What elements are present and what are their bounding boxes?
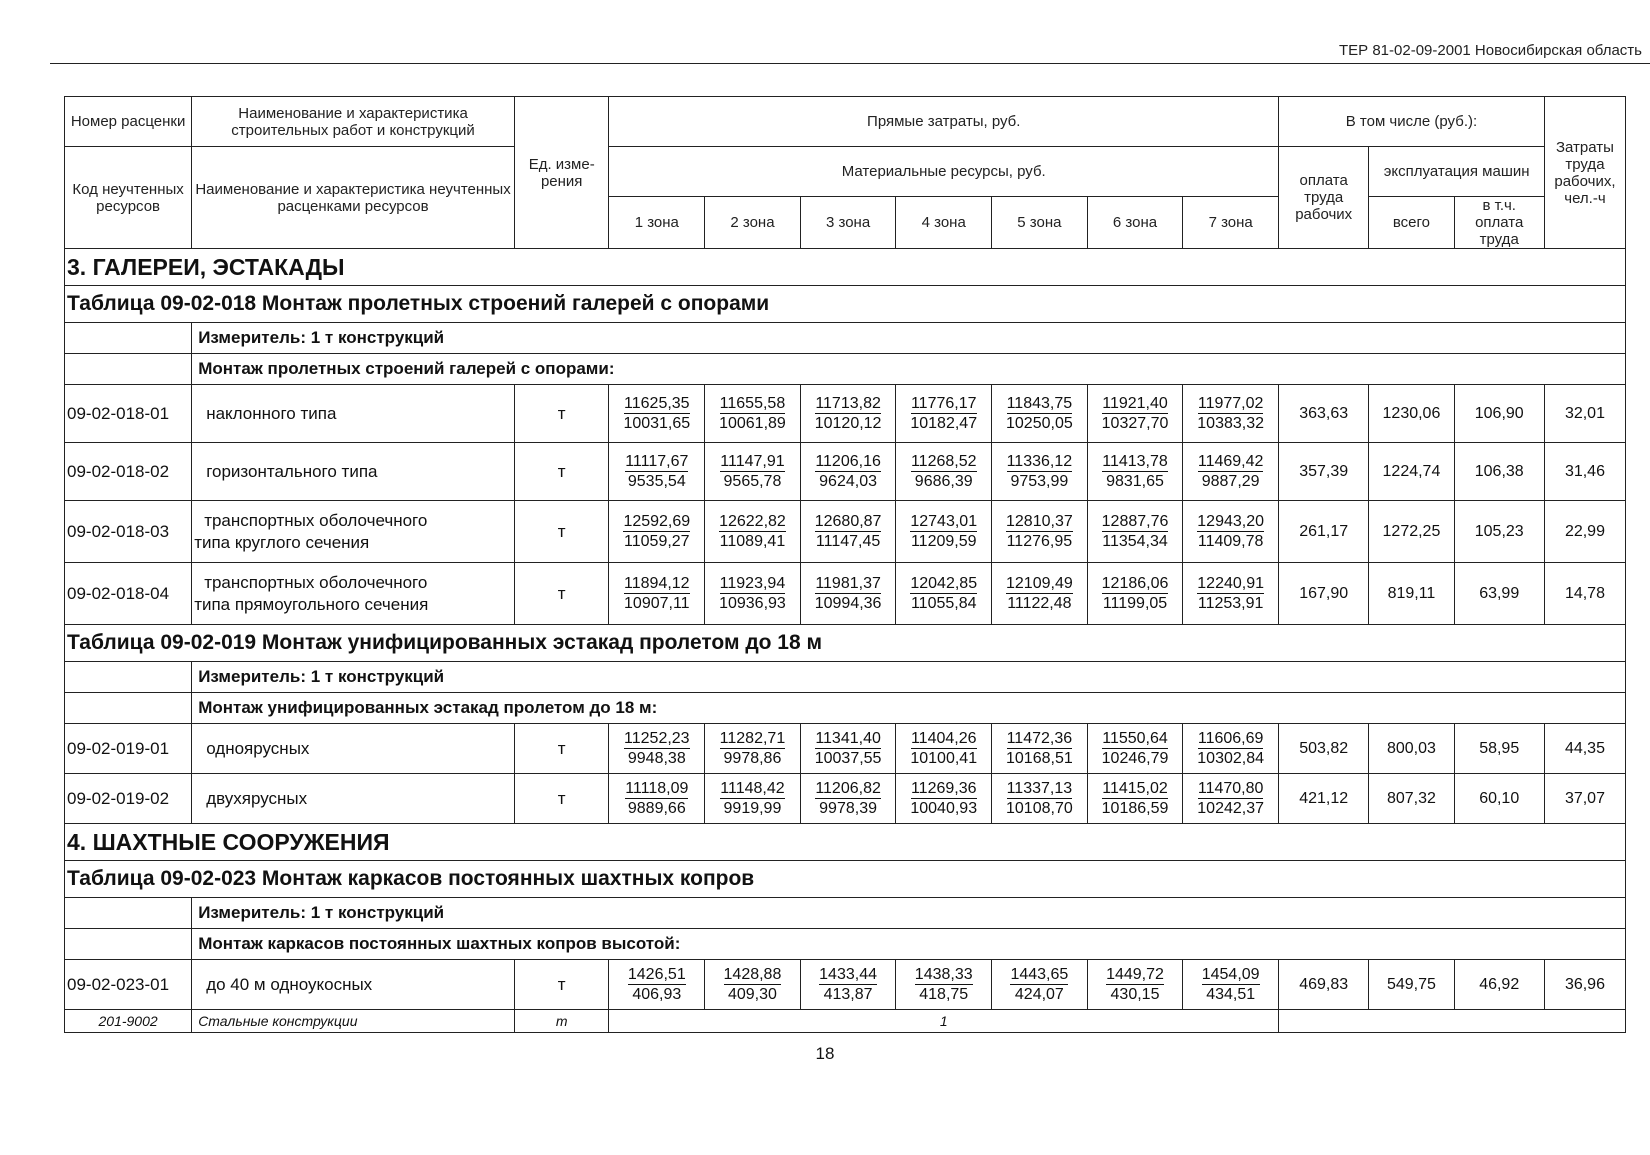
- direct-cost-value: 11282,71: [719, 730, 786, 747]
- zone-3-value: [800, 563, 896, 625]
- empty-cell: [65, 662, 192, 693]
- material-cost-value: 10250,05: [1006, 415, 1073, 432]
- material-cost-value: 10100,41: [910, 750, 978, 767]
- direct-cost-value: 1428,88: [723, 966, 782, 983]
- rate-name-line-1: транспортных оболочечного: [204, 510, 428, 530]
- material-cost-value: 9686,39: [914, 473, 973, 490]
- material-cost-value: 10246,79: [1101, 750, 1169, 767]
- resource-unit: т: [514, 1010, 609, 1033]
- zone-4-value: [896, 960, 992, 1010]
- material-cost-value: 9753,99: [1010, 473, 1069, 490]
- intro-row: [65, 929, 1626, 960]
- rate-row: [65, 774, 1626, 824]
- machine-labor-value: 60,10: [1454, 774, 1544, 824]
- direct-cost-value: 12622,82: [719, 513, 786, 530]
- rate-unit: т: [514, 563, 609, 625]
- material-cost-value: 424,07: [1014, 986, 1064, 1003]
- col-work-name: Наименование и характеристика строительных работ и конструкций: [192, 97, 515, 147]
- empty-cell: [65, 898, 192, 929]
- labor-pay-value: 357,39: [1278, 443, 1368, 501]
- header-row-2: [65, 147, 1626, 197]
- material-cost-value: 11199,05: [1102, 595, 1168, 612]
- labor-pay-value: 167,90: [1278, 563, 1368, 625]
- header-row-1: [65, 97, 1626, 147]
- page-number: 18: [815, 1044, 835, 1063]
- material-cost-value: 9831,65: [1106, 473, 1164, 490]
- material-cost-value: 10186,59: [1101, 800, 1169, 817]
- material-cost-value: 10383,32: [1197, 415, 1265, 432]
- zone-7-value: [1183, 724, 1279, 774]
- table-title-row: [65, 861, 1626, 898]
- rate-name-line-2: типа круглого сечения: [194, 532, 370, 552]
- col-labor-pay: оплата труда рабочих: [1278, 147, 1368, 249]
- direct-cost-value: 11269,36: [910, 780, 977, 797]
- rate-name: [192, 385, 515, 443]
- rate-row: [65, 385, 1626, 443]
- rate-code: 09-02-023-01: [65, 960, 192, 1010]
- page-header: [50, 40, 1650, 64]
- material-cost-value: 9978,86: [723, 750, 782, 767]
- direct-cost-value: 11977,02: [1197, 395, 1264, 412]
- zone-1-value: [609, 960, 705, 1010]
- direct-cost-value: 12887,76: [1101, 513, 1169, 530]
- rate-unit: т: [514, 774, 609, 824]
- material-cost-value: 10994,36: [814, 595, 882, 612]
- material-cost-value: 10327,70: [1101, 415, 1169, 432]
- direct-cost-value: 11625,35: [624, 395, 690, 412]
- machine-total-value: 819,11: [1369, 563, 1454, 625]
- material-cost-value: 10037,55: [814, 750, 882, 767]
- direct-cost-value: 11894,12: [624, 575, 690, 592]
- resource-name: Стальные конструкции: [192, 1010, 515, 1033]
- machine-labor-value: 58,95: [1454, 724, 1544, 774]
- zone-6-value: [1087, 563, 1183, 625]
- zone-6-value: [1087, 501, 1183, 563]
- labor-hours-value: 36,96: [1544, 960, 1625, 1010]
- direct-cost-value: 11118,09: [625, 780, 689, 797]
- measure-row: [65, 662, 1626, 693]
- material-cost-value: 418,75: [919, 986, 969, 1003]
- rate-name-line-1: одноярусных: [206, 738, 310, 758]
- direct-cost-value: 12186,06: [1101, 575, 1169, 592]
- direct-cost-value: 11148,42: [720, 780, 785, 797]
- direct-cost-value: 11469,42: [1197, 453, 1264, 470]
- rate-name-line-1: горизонтального типа: [206, 461, 378, 481]
- table-title: Таблица 09-02-023 Монтаж каркасов постоянных шахтных копров: [65, 861, 1626, 898]
- empty-cell: [65, 323, 192, 354]
- direct-cost-value: 11921,40: [1102, 395, 1168, 412]
- table-title: Таблица 09-02-018 Монтаж пролетных строений галерей с опорами: [65, 286, 1626, 323]
- rate-code: 09-02-018-02: [65, 443, 192, 501]
- col-including: В том числе (руб.):: [1278, 97, 1544, 147]
- material-cost-value: 10040,93: [910, 800, 978, 817]
- zone-4-value: [896, 774, 992, 824]
- zone-2-value: [705, 724, 801, 774]
- zone-3-value: [800, 443, 896, 501]
- col-rate-number: Номер расценки: [65, 97, 192, 147]
- measure-row: [65, 898, 1626, 929]
- rate-unit: т: [514, 724, 609, 774]
- material-cost-value: 11055,84: [910, 595, 977, 612]
- zone-5-value: [992, 501, 1088, 563]
- zone-5-value: [992, 724, 1088, 774]
- direct-cost-value: 11776,17: [910, 395, 977, 412]
- empty-cell: [65, 354, 192, 385]
- col-unit: Ед. изме- рения: [514, 97, 609, 249]
- zone-6-value: [1087, 960, 1183, 1010]
- material-cost-value: 10907,11: [624, 595, 690, 612]
- rate-code: 09-02-019-01: [65, 724, 192, 774]
- zone-1-value: [609, 774, 705, 824]
- col-resource-name: Наименование и характеристика неучтенных расценками ресурсов: [192, 147, 515, 249]
- material-cost-value: 10936,93: [719, 595, 786, 612]
- rate-code: 09-02-018-04: [65, 563, 192, 625]
- zone-4-value: [896, 501, 992, 563]
- zone-4-value: [896, 563, 992, 625]
- zone-7-value: [1183, 774, 1279, 824]
- section-title: 3. ГАЛЕРЕИ, ЭСТАКАДЫ: [65, 249, 1626, 286]
- direct-cost-value: 11606,69: [1197, 730, 1264, 747]
- labor-hours-value: 22,99: [1544, 501, 1625, 563]
- direct-cost-value: 11117,67: [625, 453, 689, 470]
- direct-cost-value: 11472,36: [1006, 730, 1073, 747]
- header-rule: [50, 63, 1650, 64]
- zone-5-value: [992, 385, 1088, 443]
- direct-cost-value: 11206,16: [815, 453, 881, 470]
- zone-4-value: [896, 724, 992, 774]
- rate-name-line-1: до 40 м одноукосных: [206, 974, 373, 994]
- rate-unit: т: [514, 960, 609, 1010]
- material-cost-value: 9624,03: [819, 473, 877, 490]
- material-cost-value: 10031,65: [623, 415, 691, 432]
- machine-total-value: 549,75: [1369, 960, 1454, 1010]
- zone-3-value: [800, 501, 896, 563]
- direct-cost-value: 11268,52: [910, 453, 977, 470]
- rate-row: [65, 563, 1626, 625]
- labor-pay-value: 363,63: [1278, 385, 1368, 443]
- direct-cost-value: 1443,65: [1010, 966, 1069, 983]
- material-cost-value: 11409,78: [1197, 533, 1264, 550]
- labor-pay-value: 503,82: [1278, 724, 1368, 774]
- intro-text: Монтаж унифицированных эстакад пролетом до 18 м:: [192, 693, 1626, 724]
- labor-hours-value: 44,35: [1544, 724, 1625, 774]
- col-zone-1: 1 зона: [609, 197, 705, 249]
- labor-hours-value: 37,07: [1544, 774, 1625, 824]
- material-cost-value: 11276,95: [1006, 533, 1073, 550]
- col-machine-ops: эксплуатация машин: [1369, 147, 1545, 197]
- material-cost-value: 11122,48: [1007, 595, 1072, 612]
- rate-row: [65, 501, 1626, 563]
- rate-name: [192, 774, 515, 824]
- material-cost-value: 434,51: [1206, 986, 1256, 1003]
- zone-1-value: [609, 501, 705, 563]
- rate-name: [192, 563, 515, 625]
- zone-3-value: [800, 960, 896, 1010]
- rate-name: [192, 501, 515, 563]
- zone-2-value: [705, 385, 801, 443]
- rate-code: 09-02-018-03: [65, 501, 192, 563]
- labor-pay-value: 469,83: [1278, 960, 1368, 1010]
- direct-cost-value: 12592,69: [623, 513, 691, 530]
- rate-unit: т: [514, 443, 609, 501]
- direct-cost-value: 1438,33: [914, 966, 973, 983]
- zone-7-value: [1183, 960, 1279, 1010]
- intro-row: [65, 693, 1626, 724]
- zone-2-value: [705, 443, 801, 501]
- material-cost-value: 9978,39: [819, 800, 877, 817]
- col-zone-2: 2 зона: [705, 197, 801, 249]
- rate-row: [65, 960, 1626, 1010]
- rate-name: [192, 960, 515, 1010]
- material-cost-value: 10108,70: [1006, 800, 1073, 817]
- machine-total-value: 1224,74: [1369, 443, 1454, 501]
- zone-5-value: [992, 774, 1088, 824]
- labor-hours-value: 14,78: [1544, 563, 1625, 625]
- zone-2-value: [705, 960, 801, 1010]
- rate-name-line-2: типа прямоугольного сечения: [194, 594, 429, 614]
- material-cost-value: 11253,91: [1197, 595, 1264, 612]
- empty-cell: [65, 693, 192, 724]
- direct-cost-value: 11336,12: [1006, 453, 1073, 470]
- col-direct-costs: Прямые затраты, руб.: [609, 97, 1279, 147]
- machine-total-value: 1230,06: [1369, 385, 1454, 443]
- zone-6-value: [1087, 385, 1183, 443]
- direct-cost-value: 1426,51: [627, 966, 686, 983]
- zone-3-value: [800, 724, 896, 774]
- resource-code: 201-9002: [65, 1010, 192, 1033]
- zone-3-value: [800, 385, 896, 443]
- zone-4-value: [896, 385, 992, 443]
- material-cost-value: 430,15: [1110, 986, 1160, 1003]
- measure-row: [65, 323, 1626, 354]
- col-zone-4: 4 зона: [896, 197, 992, 249]
- col-machine-total: всего: [1369, 197, 1454, 249]
- material-cost-value: 11354,34: [1102, 533, 1168, 550]
- zone-5-value: [992, 563, 1088, 625]
- direct-cost-value: 11413,78: [1102, 453, 1168, 470]
- material-cost-value: 10168,51: [1006, 750, 1073, 767]
- zone-1-value: [609, 563, 705, 625]
- zone-6-value: [1087, 774, 1183, 824]
- zone-1-value: [609, 443, 705, 501]
- labor-hours-value: 31,46: [1544, 443, 1625, 501]
- measure-text: Измеритель: 1 т конструкций: [192, 662, 1626, 693]
- direct-cost-value: 11415,02: [1102, 780, 1168, 797]
- col-machine-labor: в т.ч. оплата труда: [1454, 197, 1544, 249]
- labor-pay-value: 261,17: [1278, 501, 1368, 563]
- zone-2-value: [705, 563, 801, 625]
- material-cost-value: 413,87: [823, 986, 873, 1003]
- material-cost-value: 9889,66: [627, 800, 686, 817]
- zone-4-value: [896, 443, 992, 501]
- machine-total-value: 807,32: [1369, 774, 1454, 824]
- table-title-row: [65, 286, 1626, 323]
- intro-text: Монтаж пролетных строений галерей с опорами:: [192, 354, 1626, 385]
- zone-7-value: [1183, 563, 1279, 625]
- intro-text: Монтаж каркасов постоянных шахтных копров высотой:: [192, 929, 1626, 960]
- resource-quantity: 1: [609, 1010, 1279, 1033]
- measure-text: Измеритель: 1 т конструкций: [192, 323, 1626, 354]
- material-cost-value: 9948,38: [627, 750, 686, 767]
- direct-cost-value: 12109,49: [1006, 575, 1073, 592]
- material-cost-value: 10302,84: [1197, 750, 1265, 767]
- material-cost-value: 9535,54: [627, 473, 686, 490]
- machine-labor-value: 63,99: [1454, 563, 1544, 625]
- machine-total-value: 800,03: [1369, 724, 1454, 774]
- material-cost-value: 406,93: [632, 986, 682, 1003]
- machine-labor-value: 106,38: [1454, 443, 1544, 501]
- zone-1-value: [609, 385, 705, 443]
- machine-labor-value: 46,92: [1454, 960, 1544, 1010]
- direct-cost-value: 12943,20: [1197, 513, 1265, 530]
- direct-cost-value: 11337,13: [1006, 780, 1073, 797]
- material-cost-value: 10120,12: [814, 415, 882, 432]
- rate-code: 09-02-019-02: [65, 774, 192, 824]
- material-cost-value: 10182,47: [910, 415, 978, 432]
- zone-2-value: [705, 774, 801, 824]
- direct-cost-value: 11923,94: [719, 575, 786, 592]
- direct-cost-value: 11252,23: [624, 730, 690, 747]
- material-cost-value: 9919,99: [723, 800, 782, 817]
- resource-row: [65, 1010, 1626, 1033]
- material-cost-value: 11147,45: [815, 533, 881, 550]
- zone-5-value: [992, 443, 1088, 501]
- measure-text: Измеритель: 1 т конструкций: [192, 898, 1626, 929]
- direct-cost-value: 11843,75: [1006, 395, 1073, 412]
- direct-cost-value: 11404,26: [910, 730, 977, 747]
- labor-hours-value: 32,01: [1544, 385, 1625, 443]
- table-title-row: [65, 625, 1626, 662]
- table-title: Таблица 09-02-019 Монтаж унифицированных эстакад пролетом до 18 м: [65, 625, 1626, 662]
- direct-cost-value: 11341,40: [815, 730, 881, 747]
- direct-cost-value: 1454,09: [1201, 966, 1260, 983]
- rate-code: 09-02-018-01: [65, 385, 192, 443]
- col-zone-5: 5 зона: [992, 197, 1088, 249]
- direct-cost-value: 11550,64: [1102, 730, 1168, 747]
- labor-pay-value: 421,12: [1278, 774, 1368, 824]
- col-labor-hours: Затраты труда рабочих, чел.-ч: [1544, 97, 1625, 249]
- section-row: [65, 249, 1626, 286]
- col-zone-7: 7 зона: [1183, 197, 1279, 249]
- material-cost-value: 10061,89: [719, 415, 786, 432]
- zone-7-value: [1183, 501, 1279, 563]
- col-resource-code: Код неучтенных ресурсов: [65, 147, 192, 249]
- rate-unit: т: [514, 385, 609, 443]
- rate-name: [192, 443, 515, 501]
- col-material-resources: Материальные ресурсы, руб.: [609, 147, 1279, 197]
- material-cost-value: 10242,37: [1197, 800, 1265, 817]
- material-cost-value: 11089,41: [719, 533, 786, 550]
- material-cost-value: 11209,59: [910, 533, 977, 550]
- zone-7-value: [1183, 443, 1279, 501]
- zone-3-value: [800, 774, 896, 824]
- section-row: [65, 824, 1626, 861]
- rate-name-line-1: двухярусных: [206, 788, 308, 808]
- zone-6-value: [1087, 724, 1183, 774]
- direct-cost-value: 11981,37: [815, 575, 881, 592]
- zone-1-value: [609, 724, 705, 774]
- material-cost-value: 409,30: [727, 986, 777, 1003]
- document-reference: ТЕР 81-02-09-2001 Новосибирская область: [1339, 42, 1642, 59]
- machine-labor-value: 106,90: [1454, 385, 1544, 443]
- machine-labor-value: 105,23: [1454, 501, 1544, 563]
- intro-row: [65, 354, 1626, 385]
- rate-name-line-1: наклонного типа: [206, 403, 337, 423]
- zone-6-value: [1087, 443, 1183, 501]
- direct-cost-value: 12680,87: [814, 513, 882, 530]
- direct-cost-value: 11655,58: [719, 395, 786, 412]
- zone-5-value: [992, 960, 1088, 1010]
- zone-2-value: [705, 501, 801, 563]
- direct-cost-value: 11470,80: [1197, 780, 1264, 797]
- rates-table: [64, 96, 1626, 1033]
- material-cost-value: 9565,78: [723, 473, 782, 490]
- material-cost-value: 9887,29: [1201, 473, 1260, 490]
- rate-name-line-1: транспортных оболочечного: [204, 572, 428, 592]
- direct-cost-value: 12042,85: [910, 575, 978, 592]
- rate-row: [65, 724, 1626, 774]
- direct-cost-value: 11713,82: [815, 395, 881, 412]
- direct-cost-value: 12743,01: [910, 513, 978, 530]
- machine-total-value: 1272,25: [1369, 501, 1454, 563]
- section-title: 4. ШАХТНЫЕ СООРУЖЕНИЯ: [65, 824, 1626, 861]
- empty-cell: [1278, 1010, 1625, 1033]
- rate-name: [192, 724, 515, 774]
- direct-cost-value: 1449,72: [1106, 966, 1164, 983]
- direct-cost-value: 11147,91: [720, 453, 785, 470]
- rate-row: [65, 443, 1626, 501]
- direct-cost-value: 12240,91: [1197, 575, 1265, 592]
- direct-cost-value: 12810,37: [1006, 513, 1073, 530]
- col-zone-6: 6 зона: [1087, 197, 1183, 249]
- direct-cost-value: 1433,44: [819, 966, 877, 983]
- zone-7-value: [1183, 385, 1279, 443]
- direct-cost-value: 11206,82: [815, 780, 881, 797]
- empty-cell: [65, 929, 192, 960]
- rate-unit: т: [514, 501, 609, 563]
- material-cost-value: 11059,27: [624, 533, 690, 550]
- col-zone-3: 3 зона: [800, 197, 896, 249]
